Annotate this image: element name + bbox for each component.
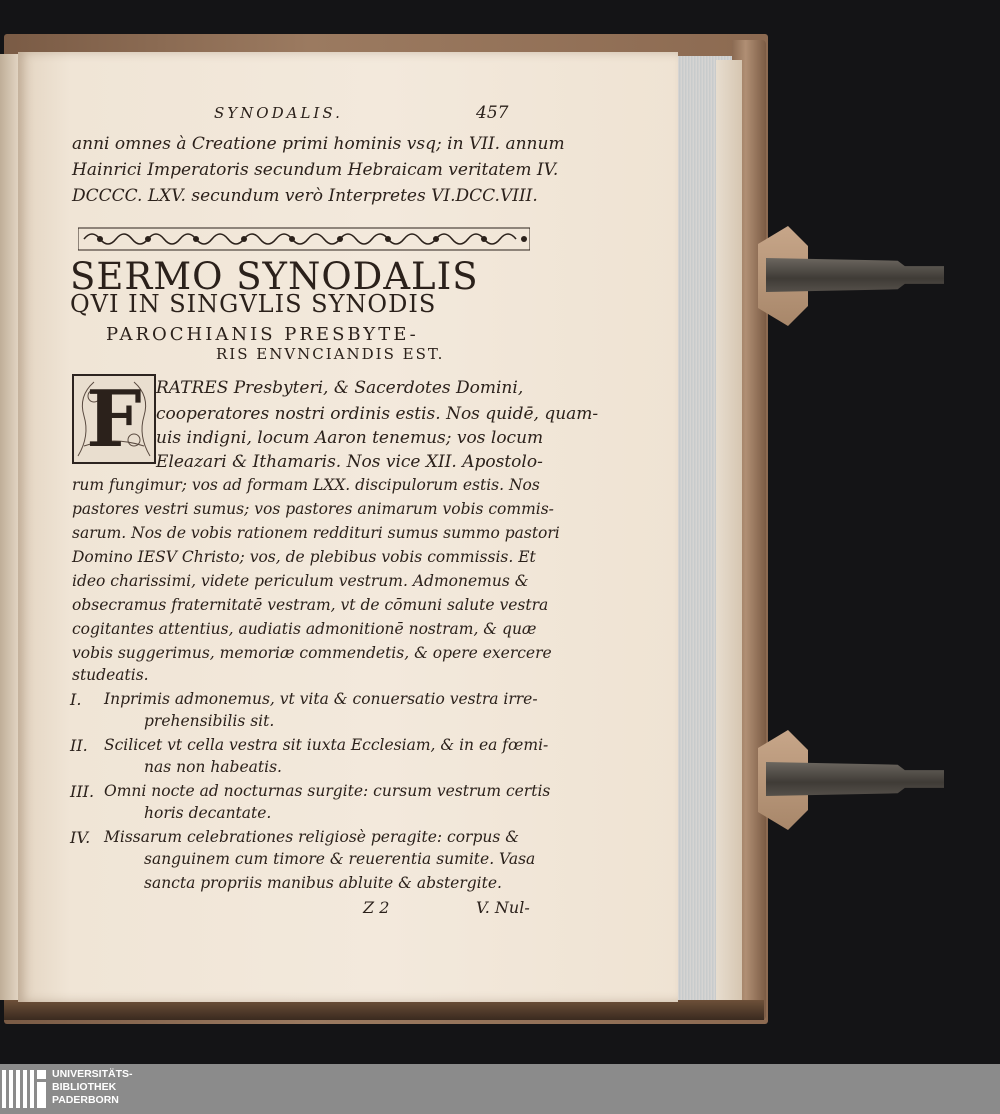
sermon-subtitle-3: RIS ENVNCIANDIS EST. [216, 345, 445, 363]
item-line: Inprimis admonemus, vt vita & conuersatio vestra irre- [104, 690, 538, 708]
sermon-subtitle-2: PAROCHIANIS PRESBYTE- [106, 324, 419, 345]
library-name [52, 1068, 133, 1107]
clasp-strap [766, 762, 944, 796]
running-head: SYNODALIS. [214, 104, 343, 122]
item-number: II. [70, 736, 88, 755]
ornamental-band [78, 226, 530, 252]
top-line: DCCCC. LXV. secundum verò Interpretes VI.DCC.VIII. [72, 186, 538, 206]
body-line: rum fungimur; vos ad formam LXX. discipulorum estis. Nos [72, 476, 540, 494]
body-line: Eleazari & Ithamaris. Nos vice XII. Apostolo- [156, 452, 543, 472]
body-line: RATRES Presbyteri, & Sacerdotes Domini, [156, 378, 524, 398]
body-line: uis indigni, locum Aaron tenemus; vos locum [156, 428, 544, 448]
item-number: III. [70, 782, 95, 801]
item-line: sancta propriis manibus abluite & abstergite. [144, 874, 502, 892]
page-stack-outer [716, 60, 742, 1000]
body-line: studeatis. [72, 666, 149, 684]
library-name-line: UNIVERSITÄTS- [52, 1068, 133, 1080]
lower-clasp [758, 730, 948, 830]
item-line: Missarum celebrationes religiosè peragite: corpus & [104, 828, 520, 846]
upper-clasp [758, 226, 948, 326]
item-line: Scilicet vt cella vestra sit iuxta Ecclesiam, & in ea fœmi- [104, 736, 549, 754]
item-line: Omni nocte ad nocturnas surgite: cursum vestrum certis [104, 782, 551, 800]
top-line: anni omnes à Creatione primi hominis vsq; in VII. annum [72, 134, 565, 154]
library-logo-icon [0, 1066, 48, 1112]
library-name-line: BIBLIOTHEK [52, 1081, 117, 1093]
library-name-line: PADERBORN [52, 1094, 119, 1106]
top-line: Hainrici Imperatoris secundum Hebraicam veritatem IV. [72, 160, 559, 180]
decorated-initial [72, 374, 156, 464]
body-line: pastores vestri sumus; vos pastores animarum vobis commis- [72, 500, 554, 518]
page-number: 457 [476, 103, 509, 123]
item-line: nas non habeatis. [144, 758, 282, 776]
body-line: obsecramus fraternitatē vestram, vt de cōmuni salute vestra [72, 596, 549, 614]
item-line: horis decantate. [144, 804, 272, 822]
catchword: V. Nul- [476, 898, 530, 917]
sermon-title: SERMO SYNODALIS [70, 255, 479, 298]
signature-mark: Z 2 [363, 898, 390, 917]
initial-letter: F [86, 374, 142, 465]
body-line: cooperatores nostri ordinis estis. Nos quidē, quam- [156, 404, 599, 424]
footer-bar [0, 1064, 1000, 1114]
body-line: ideo charissimi, videte periculum vestrum. Admonemus & [72, 572, 529, 590]
item-number: I. [70, 690, 82, 709]
item-line: sanguinem cum timore & reuerentia sumite. Vasa [144, 850, 536, 868]
item-line: prehensibilis sit. [144, 712, 275, 730]
sermon-subtitle: QVI IN SINGVLIS SYNODIS [70, 290, 437, 318]
body-line: sarum. Nos de vobis rationem reddituri sumus summo pastori [72, 524, 560, 542]
body-line: vobis suggerimus, memoriæ commendetis, & opere exercere [72, 644, 552, 662]
body-line: cogitantes attentius, audiatis admonitionē nostram, & quæ [72, 620, 537, 638]
clasp-strap [766, 258, 944, 292]
book-bottom-edge [4, 1000, 764, 1020]
item-number: IV. [70, 828, 91, 847]
body-line: Domino IESV Christo; vos, de plebibus vobis commissis. Et [72, 548, 536, 566]
